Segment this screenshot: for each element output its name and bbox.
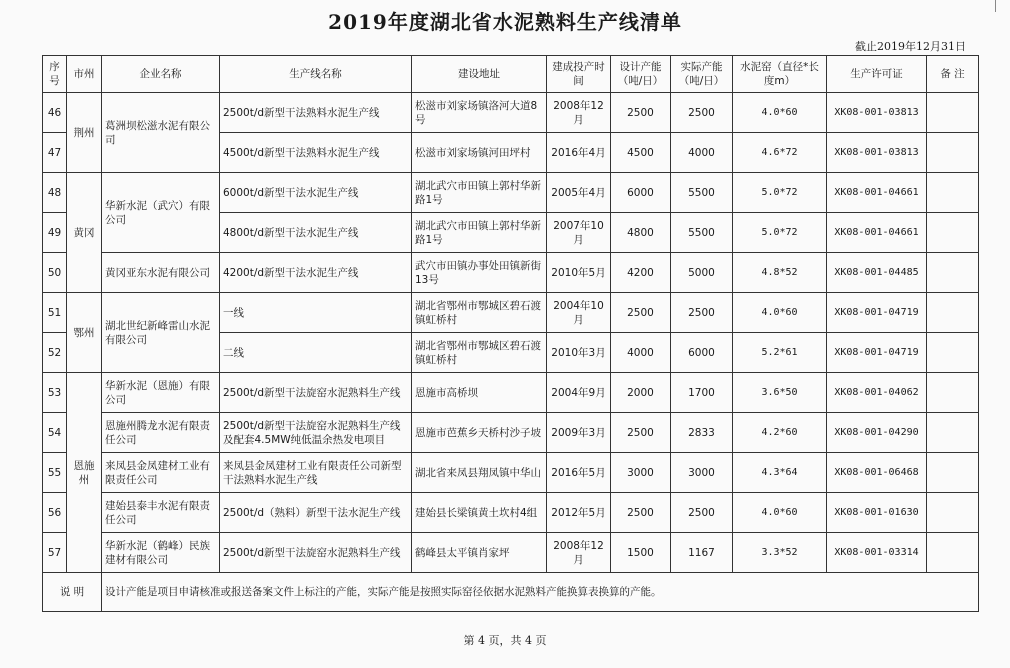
production-line-table (42, 55, 979, 612)
row-seq: 50 (43, 253, 67, 293)
row-actual-capacity: 5500 (671, 213, 733, 253)
row-license: XK08-001-04661 (827, 173, 927, 213)
header-license: 生产许可证 (827, 56, 927, 93)
row-company: 湖北世纪新峰雷山水泥有限公司 (102, 293, 220, 373)
row-seq: 48 (43, 173, 67, 213)
row-address: 武穴市田镇办事处田镇新街13号 (412, 253, 547, 293)
row-license: XK08-001-04719 (827, 333, 927, 373)
row-seq: 55 (43, 453, 67, 493)
row-address: 湖北武穴市田镇上郭村华新路1号 (412, 213, 547, 253)
table-row (43, 253, 979, 293)
row-company: 葛洲坝松滋水泥有限公司 (102, 93, 220, 173)
row-kiln: 4.2*60 (733, 413, 827, 453)
row-date: 2004年9月 (547, 373, 611, 413)
row-address: 鹤峰县太平镇肖家坪 (412, 533, 547, 573)
row-actual-capacity: 2833 (671, 413, 733, 453)
header-line: 生产线名称 (220, 56, 412, 93)
header-kiln: 水泥窑（直径*长度m） (733, 56, 827, 93)
row-company: 黄冈亚东水泥有限公司 (102, 253, 220, 293)
row-company: 建始县泰丰水泥有限责任公司 (102, 493, 220, 533)
row-line: 2500t/d新型干法旋窑水泥熟料生产线 (220, 373, 412, 413)
row-date: 2012年5月 (547, 493, 611, 533)
row-company: 来凤县金凤建材工业有限责任公司 (102, 453, 220, 493)
header-company: 企业名称 (102, 56, 220, 93)
row-remark (927, 413, 979, 453)
row-remark (927, 453, 979, 493)
row-design-capacity: 2500 (611, 293, 671, 333)
row-line: 2500t/d（熟料）新型干法水泥生产线 (220, 493, 412, 533)
row-license: XK08-001-04290 (827, 413, 927, 453)
table-row (43, 373, 979, 413)
row-seq: 51 (43, 293, 67, 333)
row-kiln: 5.0*72 (733, 173, 827, 213)
table-row (43, 533, 979, 573)
row-company: 华新水泥（鹤峰）民族建材有限公司 (102, 533, 220, 573)
note-text: 设计产能是项目申请核准或报送备案文件上标注的产能，实际产能是按照实际窑径依据水泥熟料产能换算表换算的产能。 (102, 573, 979, 612)
row-actual-capacity: 2500 (671, 493, 733, 533)
row-line: 来凤县金凤建材工业有限责任公司新型干法熟料水泥生产线 (220, 453, 412, 493)
table-row (43, 173, 979, 213)
row-kiln: 4.8*52 (733, 253, 827, 293)
row-line: 2500t/d新型干法熟料水泥生产线 (220, 93, 412, 133)
row-city: 恩施州 (67, 373, 102, 573)
row-line: 2500t/d新型干法旋窑水泥熟料生产线 (220, 533, 412, 573)
row-actual-capacity: 3000 (671, 453, 733, 493)
row-design-capacity: 4000 (611, 333, 671, 373)
row-design-capacity: 3000 (611, 453, 671, 493)
row-license: XK08-001-04661 (827, 213, 927, 253)
row-remark (927, 293, 979, 333)
row-line: 4500t/d新型干法熟料水泥生产线 (220, 133, 412, 173)
table-header-row (43, 56, 979, 93)
row-date: 2010年5月 (547, 253, 611, 293)
row-date: 2016年4月 (547, 133, 611, 173)
row-date: 2007年10月 (547, 213, 611, 253)
row-date: 2004年10月 (547, 293, 611, 333)
row-kiln: 4.0*60 (733, 93, 827, 133)
row-design-capacity: 4800 (611, 213, 671, 253)
row-address: 松滋市刘家场镇河田坪村 (412, 133, 547, 173)
row-kiln: 3.3*52 (733, 533, 827, 573)
row-design-capacity: 4500 (611, 133, 671, 173)
table-row (43, 493, 979, 533)
row-kiln: 5.2*61 (733, 333, 827, 373)
row-kiln: 4.0*60 (733, 293, 827, 333)
row-date: 2008年12月 (547, 533, 611, 573)
row-actual-capacity: 1700 (671, 373, 733, 413)
row-line: 二线 (220, 333, 412, 373)
row-date: 2009年3月 (547, 413, 611, 453)
row-seq: 54 (43, 413, 67, 453)
row-design-capacity: 2500 (611, 93, 671, 133)
row-design-capacity: 6000 (611, 173, 671, 213)
header-date: 建成投产时间 (547, 56, 611, 93)
row-company: 华新水泥（武穴）有限公司 (102, 173, 220, 253)
row-line: 2500t/d新型干法旋窑水泥熟料生产线及配套4.5MW纯低温余热发电项目 (220, 413, 412, 453)
header-seq: 序号 (43, 56, 67, 93)
row-kiln: 4.3*64 (733, 453, 827, 493)
row-actual-capacity: 1167 (671, 533, 733, 573)
header-design-capacity: 设计产能（吨/日） (611, 56, 671, 93)
row-actual-capacity: 4000 (671, 133, 733, 173)
row-address: 湖北省来凤县翔凤镇中华山 (412, 453, 547, 493)
table-row (43, 93, 979, 133)
row-license: XK08-001-03813 (827, 133, 927, 173)
row-city: 黄冈 (67, 173, 102, 293)
header-address: 建设地址 (412, 56, 547, 93)
row-kiln: 4.6*72 (733, 133, 827, 173)
row-design-capacity: 2500 (611, 493, 671, 533)
row-license: XK08-001-03813 (827, 93, 927, 133)
row-line: 4200t/d新型干法水泥生产线 (220, 253, 412, 293)
row-date: 2016年5月 (547, 453, 611, 493)
header-actual-capacity: 实际产能（吨/日） (671, 56, 733, 93)
row-line: 6000t/d新型干法水泥生产线 (220, 173, 412, 213)
row-remark (927, 133, 979, 173)
row-license: XK08-001-03314 (827, 533, 927, 573)
note-label: 说 明 (43, 573, 102, 612)
table-row (43, 453, 979, 493)
row-line: 一线 (220, 293, 412, 333)
row-address: 湖北武穴市田镇上郭村华新路1号 (412, 173, 547, 213)
row-design-capacity: 2500 (611, 413, 671, 453)
row-line: 4800t/d新型干法水泥生产线 (220, 213, 412, 253)
row-seq: 57 (43, 533, 67, 573)
row-remark (927, 213, 979, 253)
row-remark (927, 373, 979, 413)
row-remark (927, 333, 979, 373)
row-seq: 47 (43, 133, 67, 173)
header-city: 市州 (67, 56, 102, 93)
row-design-capacity: 4200 (611, 253, 671, 293)
page-title: 2019年度湖北省水泥熟料生产线清单 (328, 10, 682, 34)
row-license: XK08-001-04062 (827, 373, 927, 413)
row-actual-capacity: 5500 (671, 173, 733, 213)
row-license: XK08-001-01630 (827, 493, 927, 533)
row-address: 湖北省鄂州市鄂城区碧石渡镇虹桥村 (412, 293, 547, 333)
row-company: 华新水泥（恩施）有限公司 (102, 373, 220, 413)
row-license: XK08-001-04485 (827, 253, 927, 293)
note-row (43, 573, 979, 612)
row-actual-capacity: 2500 (671, 93, 733, 133)
row-seq: 49 (43, 213, 67, 253)
row-seq: 56 (43, 493, 67, 533)
row-address: 湖北省鄂州市鄂城区碧石渡镇虹桥村 (412, 333, 547, 373)
page-footer: 第 4 页，共 4 页 (463, 634, 547, 647)
row-license: XK08-001-04719 (827, 293, 927, 333)
as-of-date: 截止2019年12月31日 (855, 40, 966, 53)
row-address: 恩施市高桥坝 (412, 373, 547, 413)
row-kiln: 4.0*60 (733, 493, 827, 533)
row-remark (927, 93, 979, 133)
row-date: 2008年12月 (547, 93, 611, 133)
row-license: XK08-001-06468 (827, 453, 927, 493)
row-seq: 52 (43, 333, 67, 373)
table-row (43, 293, 979, 333)
row-address: 建始县长梁镇黄土坎村4组 (412, 493, 547, 533)
row-remark (927, 533, 979, 573)
row-kiln: 5.0*72 (733, 213, 827, 253)
row-actual-capacity: 5000 (671, 253, 733, 293)
row-address: 松滋市刘家场镇洛河大道8号 (412, 93, 547, 133)
row-actual-capacity: 2500 (671, 293, 733, 333)
row-date: 2010年3月 (547, 333, 611, 373)
row-company: 恩施州腾龙水泥有限责任公司 (102, 413, 220, 453)
row-address: 恩施市芭蕉乡天桥村沙子坡 (412, 413, 547, 453)
row-city: 荆州 (67, 93, 102, 173)
table-row (43, 413, 979, 453)
row-remark (927, 493, 979, 533)
row-remark (927, 173, 979, 213)
row-design-capacity: 1500 (611, 533, 671, 573)
row-city: 鄂州 (67, 293, 102, 373)
row-seq: 46 (43, 93, 67, 133)
header-remark: 备 注 (927, 56, 979, 93)
row-actual-capacity: 6000 (671, 333, 733, 373)
row-design-capacity: 2000 (611, 373, 671, 413)
row-seq: 53 (43, 373, 67, 413)
row-date: 2005年4月 (547, 173, 611, 213)
row-kiln: 3.6*50 (733, 373, 827, 413)
row-remark (927, 253, 979, 293)
